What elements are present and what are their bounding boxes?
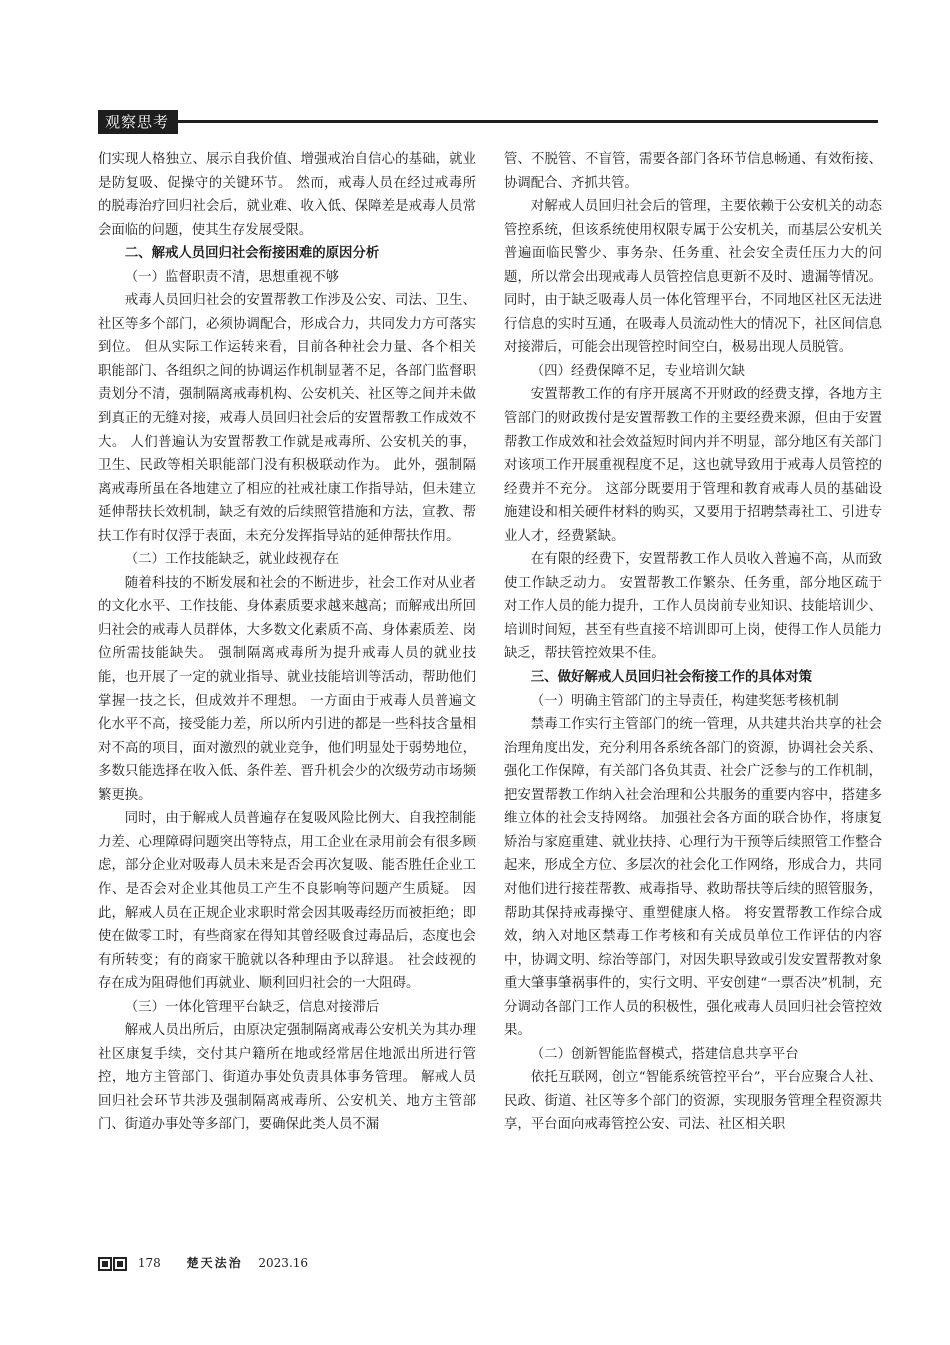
right-column <box>504 148 882 1137</box>
section-heading: 二、解戒人员回归社会衔接困难的原因分析 <box>124 246 380 262</box>
journal-logo-icon <box>98 1257 128 1271</box>
paragraph: 同时，由于解戒人员普遍存在复吸风险比例大、自我控制能力差、心理障碍问题突出等特点，用工企业在录用前会有很多顾虑，部分企业对吸毒人员未来是否会再次复吸、能否胜任企业工作、是否会对企业其他员工产生不良影响等问题产生质疑。 因此，解戒人员在正规企业求职时常会因其吸毒经历而被拒绝；即使在做零工时，有些商家在得知其曾经吸食过毒品后，态度也会有所转变；有的商家干脆就以各种理由予以辞退。 社会歧视的存在成为阻碍他们再就业、顺利回归社会的一大阻碍。 <box>98 811 476 992</box>
page-header <box>98 110 878 134</box>
subsection-heading: （四）经费保障不足，专业培训欠缺 <box>530 363 746 379</box>
journal-name: 楚天法治 <box>186 1256 243 1270</box>
paragraph: 对解戒人员回归社会后的管理，主要依赖于公安机关的动态管控系统，但该系统使用权限专属于公安机关，而基层公安机关普遍面临民警少、事务杂、任务重、社会安全责任压力大的问题，所以常会出现戒毒人员管控信息更新不及时、遗漏等情况。 同时，由于缺乏吸毒人员一体化管理平台，不同地区社区无法进行信息的实时互通，在吸毒人员流动性大的情况下，社区间信息对接滞后，可能会出现管控时间空白，极易出现人员脱管。 <box>504 199 882 356</box>
page-number: 178 <box>137 1256 161 1270</box>
paragraph: 解戒人员出所后，由原决定强制隔离戒毒公安机关为其办理社区康复手续，交付其户籍所在地或经常居住地派出所进行管控，地方主管部门、街道办事处负责具体事务管理。 解戒人员回归社会环节共涉及强制隔离戒毒所、公安机关、地方主管部门、街道办事处等多部门，要确保此类人员不漏 <box>98 1023 476 1133</box>
paragraph: 依托互联网，创立“智能系统管控平台”，平台应聚合人社、民政、街道、社区等多个部门的资源，实现服务管理全程资源共享，平台面向戒毒管控公安、司法、社区相关职 <box>504 1070 882 1133</box>
subsection-heading: （一）明确主管部门的主导责任，构建奖惩考核机制 <box>530 693 839 709</box>
page-footer <box>98 1253 308 1273</box>
paragraph: 管、不脱管、不盲管，需要各部门各环节信息畅通、有效衔接、协调配合、齐抓共管。 <box>504 152 882 191</box>
subsection-heading: （三）一体化管理平台缺乏，信息对接滞后 <box>124 999 380 1015</box>
section-tag: 观察思考 <box>98 110 178 134</box>
paragraph: 随着科技的不断发展和社会的不断进步，社会工作对从业者的文化水平、工作技能、身体素质要求越来越高；而解戒出所回归社会的戒毒人员群体，大多数文化素质不高、身体素质差、岗位所需技能缺失。 强制隔离戒毒所为提升戒毒人员的就业技能，也开展了一定的就业指导、就业技能培训等活动，帮助他们掌握一技之长，但成效并不理想。 一方面由于戒毒人员普遍文化水平不高，接受能力差，所以所内引进的都是一些科技含量相对不高的项目，面对激烈的就业竞争，他们明显处于弱势地位，多数只能选择在收入低、条件差、晋升机会少的次级劳动市场频繁更换。 <box>98 575 476 803</box>
header-rule <box>178 120 878 123</box>
issue-number: 2023.16 <box>258 1256 309 1270</box>
section-heading: 三、做好解戒人员回归社会衔接工作的具体对策 <box>530 670 812 686</box>
paragraph: 戒毒人员回归社会的安置帮教工作涉及公安、司法、卫生、社区等多个部门，必须协调配合，形成合力，共同发力方可落实到位。 但从实际工作运转来看，目前各种社会力量、各个相关职能部门、各组织之间的协调运作机制显著不足，各部门监督职责划分不清，强制隔离戒毒机构、公安机关、社区等之间并未做到真正的无缝对接，戒毒人员回归社会后的安置帮教工作成效不大。 人们普遍认为安置帮教工作就是戒毒所、公安机关的事，卫生、民政等相关职能部门没有积极联动作为。 此外，强制隔离戒毒所虽在各地建立了相应的社戒社康工作指导站，但未建立延伸帮扶长效机制，缺乏有效的后续照管措施和方法，宣教、帮扶工作有时仅浮于表面，未充分发挥指导站的延伸帮扶作用。 <box>98 293 476 544</box>
paragraph: 安置帮教工作的有序开展离不开财政的经费支撑，各地方主管部门的财政拨付是安置帮教工作的主要经费来源，但由于安置帮教工作成效和社会效益短时间内并不明显，部分地区有关部门对该项工作开展重视程度不足，这也就导致用于戒毒人员管控的经费并不充分。 这部分既要用于管理和教育戒毒人员的基础设施建设和相关硬件材料的购买，又要用于招聘禁毒社工、引进专业人才，经费紧缺。 <box>504 387 882 544</box>
left-column <box>98 148 476 1137</box>
paragraph: 禁毒工作实行主管部门的统一管理，从共建共治共享的社会治理角度出发，充分利用各系统各部门的资源，协调社会关系、强化工作保障，有关部门各负其责、社会广泛参与的工作机制，把安置帮教工作纳入社会治理和公共服务的重要内容中，搭建多维立体的社会支持网络。 加强社会各方面的联合协作，将康复矫治与家庭重建、就业扶持、心理行为干预等后续照管工作整合起来，形成全方位、多层次的社会化工作网络，形成合力，共同对他们进行接茬帮教、戒毒指导、救助帮扶等后续的照管服务，帮助其保持戒毒操守、重塑健康人格。 将安置帮教工作综合成效，纳入对地区禁毒工作考核和有关成员单位工作评估的内容中，协调文明、综治等部门，对因失职导致或引发安置帮教对象重大肇事肇祸事件的，实行文明、平安创建“一票否决”机制，充分调动各部门工作人员的积极性，强化戒毒人员回归社会管控效果。 <box>504 717 882 1039</box>
subsection-heading: （一）监督职责不清，思想重视不够 <box>124 269 340 285</box>
paragraph: 们实现人格独立、展示自我价值、增强戒治自信心的基础，就业是防复吸、促操守的关键环节。 然而，戒毒人员在经过戒毒所的脱毒治疗回归社会后，就业难、收入低、保障差是戒毒人员常会面临的问题，使其生存发展受限。 <box>98 152 476 238</box>
paragraph: 在有限的经费下，安置帮教工作人员收入普遍不高，从而致使工作缺乏动力。 安置帮教工作繁杂、任务重，部分地区疏于对工作人员的能力提升，工作人员岗前专业知识、技能培训少、培训时间短，甚至有些直接不培训即可上岗，使得工作人员能力缺乏，帮扶管控效果不佳。 <box>504 552 882 662</box>
subsection-heading: （二）工作技能缺乏，就业歧视存在 <box>124 552 340 568</box>
subsection-heading: （二）创新智能监督模式，搭建信息共享平台 <box>530 1046 799 1062</box>
